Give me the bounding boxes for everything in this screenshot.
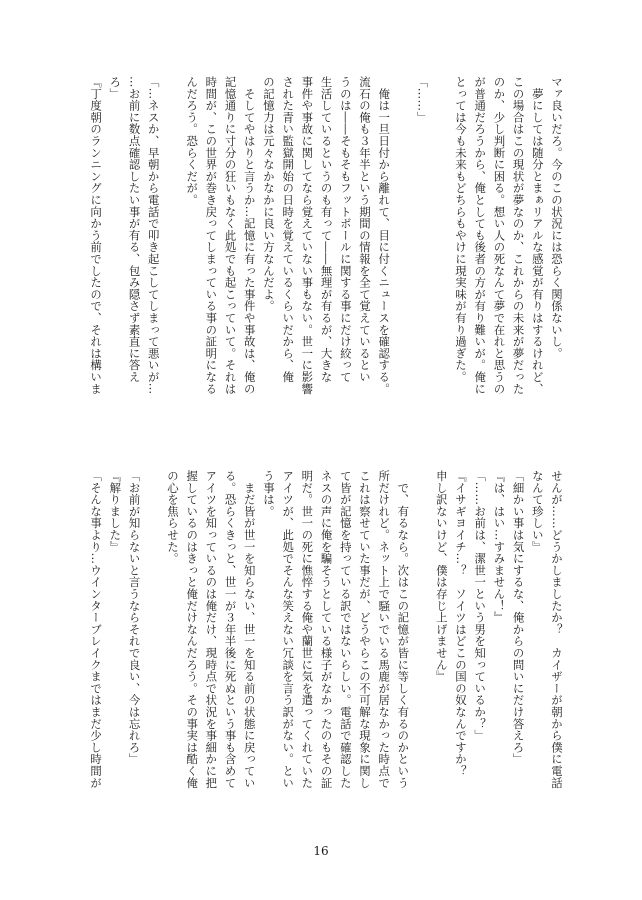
text-line: 『丁度朝のランニングに向かう前でしたので、それは構いま [89, 76, 104, 395]
text-line: 「…ネスか、早朝から電話で叩き起こしてしまって悪いが… [146, 76, 161, 395]
text-line: 生活しているというのも有って――無理が有るが、大きな [319, 76, 334, 383]
text-line: が普通だろうから、俺としても後者の方が有り難いが。俺に [473, 76, 488, 395]
text-line: で、有るなら。次はこの記憶が皆に等しく有るのかという [396, 470, 411, 789]
text-line: なんて珍しい』 [530, 470, 545, 553]
text-line: 「お前が知らないと言うならそれで良い、今は忘れろ」 [127, 470, 142, 765]
text-line: この場合はこの現状が夢なのか、これからの未来が夢だった [511, 76, 526, 395]
text-line: うのは――そもそもフットボールに関する事にだけ絞って [338, 76, 353, 383]
text-line: ろ」 [108, 76, 123, 100]
text-line: 『解りました』 [108, 470, 123, 553]
text-line: の心を焦らせた。 [165, 470, 180, 565]
text-line: 「……お前は、潔世一という男を知っているか？」 [473, 470, 488, 742]
text-line: まだ皆が世一を知らない、世一を知る前の状態に戻ってい [242, 470, 257, 789]
text-line: んだろう。恐らくだが。 [185, 76, 200, 206]
text-line: 所だけれど。ネット上で騒いでいる馬鹿が居なかった時点で [377, 470, 392, 789]
text-line: された青い監獄開始の日時を覚えているくらいだから、俺 [281, 76, 296, 383]
text-line: 「細かい事は気にするな、俺からの問いにだけ答えろ」 [511, 470, 526, 765]
text-line: マァ良いだろ。今のこの状況には恐らく関係ないし。 [550, 76, 564, 360]
text-line: 事件や事故に関してなら覚えていない事もない。世一に影響 [300, 76, 315, 395]
text-line: 夢にしては随分とまぁリアルな感覚が有りはするけれど、 [530, 76, 545, 395]
text-line: 俺は一旦日付から離れて、目に付くニュースを確認する。 [377, 76, 392, 395]
text-line: 「……」 [415, 76, 430, 124]
text-line [144, 470, 163, 826]
text-line: のか、少し判断に困る。想い人の死なんて夢で在れと思うの [492, 76, 507, 395]
text-line: ネスの声に俺を騙そうとしている様子がなかったのもその証 [319, 470, 334, 789]
text-line: う事は。 [261, 470, 276, 518]
page-number: 16 [313, 844, 329, 858]
text-line: アイツが、此処でそんな笑えない冗談を言う訳がない。とい [281, 470, 296, 789]
text-line: 『は、はい…すみません！』 [492, 470, 507, 624]
text-line: 申し訳ないけど、僕は存じ上げません』 [434, 470, 449, 683]
text-line: …お前に数点確認したい事が有る、包み隠さず素直に答え [127, 76, 142, 383]
text-line: これは察せていた事だが、どうやらこの不可解な現象に関し [357, 470, 372, 789]
text-line: 明だ。世一の死に憔悴する俺や蘭世に気を遣ってくれていた [300, 470, 315, 789]
text-line [393, 76, 412, 432]
text-line: 時間が、この世界が巻き戻ってしまっている事の証明になる [204, 76, 219, 395]
text-line [432, 76, 451, 432]
text-line: そしてやはりと言うか…記憶に有った事件や事故は、俺の [242, 76, 257, 395]
text-line: せんが……どうかしましたか？ カイザーが朝から僕に電話 [550, 470, 564, 789]
text-line: 記憶通りに寸分の狂いもなく此処でも起こっていて。それは [223, 76, 238, 395]
text-line: とっては今も未来もどちらもやけに現実味が有り過ぎた。 [453, 76, 468, 383]
text-line: て皆が記憶を持っている訳ではないらしい。電話で確認した [338, 470, 353, 789]
text-line: 『イサギヨイチ…？ ソイツはどこの国の奴なんですか？ [453, 470, 468, 777]
text-line: 握しているのはきっと俺だけなんだろう。その事実は酷く俺 [185, 470, 200, 789]
text-line [163, 76, 182, 432]
text-line: アイツを知っているのは俺だけ、現時点で状況を事細かに把 [204, 470, 219, 789]
text-line: 「そんな事より…ウインターブレイクまではまだ少し時間が [89, 470, 104, 789]
text-line: 流石の俺も３年半という期間の情報を全て覚えているとい [357, 76, 372, 383]
text-line: の記憶力は元々なかなかに良い方なんだよ。 [261, 76, 276, 312]
text-line: る。恐らくきっと、世一が３年半後に死ぬという事も含めて [223, 470, 238, 789]
text-block-upper [74, 76, 566, 432]
text-line [412, 470, 431, 826]
text-block-lower [74, 470, 566, 826]
